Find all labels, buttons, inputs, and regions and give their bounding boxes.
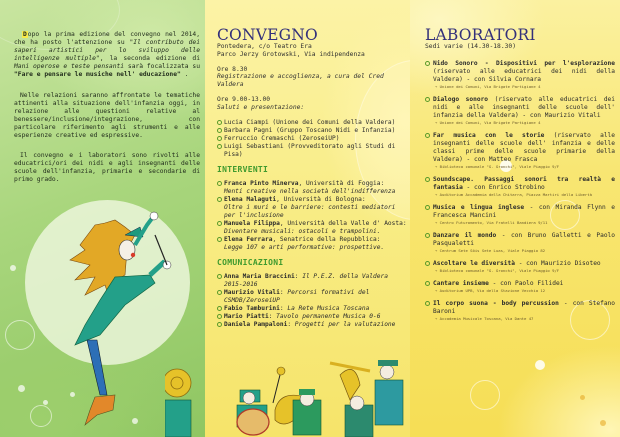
decorative-dot — [580, 395, 585, 400]
list-item: Elena Ferrara, Senatrice della Repubblica: Legge 107 e arti performative: prospettive. — [217, 236, 407, 252]
decorative-dot — [18, 385, 25, 392]
cymbal-player-icon — [165, 369, 191, 437]
bullet-icon — [217, 120, 222, 125]
decorative-circle — [30, 405, 52, 427]
drop-cap: D — [23, 31, 27, 38]
bullet-icon — [217, 136, 222, 141]
list-item: Franca Pinto Minerva, Università di Foggia: Menti creative nella società dell'indifferenza — [217, 180, 407, 196]
saluti-label: Saluti e presentazione: — [217, 103, 305, 111]
bullet-icon — [217, 314, 222, 319]
workshop-item: Cantare insieme - con Paolo Filidei → Auditorium UPB, Via della Stazione Vecchia 12 — [425, 280, 615, 294]
registration-desc: Registrazione e accoglienza, a cura del Cred Valdera — [217, 73, 384, 89]
list-item: Elena Malaguti, Università di Bologna: Oltre i muri e le barriere: contesti mediatori per l'inclusione — [217, 196, 407, 220]
convegno-location: Pontedera, c/o Teatro Era — [217, 43, 312, 50]
decorative-dot — [43, 400, 48, 405]
drummer-icon — [237, 367, 285, 435]
bullet-icon — [425, 233, 430, 238]
bullet-icon — [217, 144, 222, 149]
bullet-icon — [217, 322, 222, 327]
saluti-list — [217, 119, 407, 159]
workshop-venue: → Auditorium Accademia della Chitarra, Piazza Martiri della Libertà — [435, 191, 592, 197]
convegno-address: Parco Jerzy Grotowski, Via indipendenza — [217, 50, 365, 58]
workshop-venue: → Auditorium UPB, Via della Stazione Vecchia 12 — [435, 287, 546, 293]
workshop-venue: → Biblioteca comunale "G. Gronchi", Viale Piaggio 9/F — [435, 267, 560, 273]
bullet-icon — [425, 261, 430, 266]
bullet-icon — [425, 301, 430, 306]
convegno-title: CONVEGNO — [217, 26, 318, 44]
decorative-circle — [470, 380, 500, 410]
bullet-icon — [217, 274, 222, 279]
workshop-venue: → Centro Futuromento, Via Fratelli Bandiera 9/11 — [435, 219, 548, 225]
marching-band-illustration — [165, 355, 410, 437]
bullet-icon — [425, 61, 430, 66]
workshop-item: Dialogo sonoro (riservato alle educatrici dei nidi e alle insegnanti delle scuole dell' infanzia della Valdera) - con Maurizio Vitali → Unione dei Comuni, Via Brigate Partigiane 4 — [425, 96, 615, 126]
bullet-icon — [425, 205, 430, 210]
bullet-icon — [217, 181, 222, 186]
list-item: Mario Piatti: Tavolo permanente Musica 0-6 — [217, 313, 407, 321]
list-item: Daniela Pampaloni: Progetti per la valutazione — [217, 321, 407, 329]
comunicazioni-heading: COMUNICAZIONI — [217, 257, 284, 267]
workshop-venue: → Unione dei Comuni, Via Brigate Partigiane 4 — [435, 83, 541, 89]
workshop-item: Il corpo suona - body percussion - con Stefano Baroni → Accademia Musicale Toscana, Via Dante 47 — [425, 300, 615, 322]
time-morning: Ore 9.00-13.00 — [217, 95, 271, 103]
workshop-venue: → Accademia Musicale Toscana, Via Dante 47 — [435, 315, 534, 321]
decorative-dot — [10, 265, 16, 271]
list-item: Luigi Sebastiani (Provveditorato agli Studi di Pisa) — [217, 143, 407, 159]
bullet-icon — [217, 128, 222, 133]
tuba-player-icon — [275, 389, 321, 435]
decorative-dot — [600, 420, 606, 426]
bullet-icon — [217, 221, 222, 226]
workshop-item: Far musica con le storie (riservato alle insegnanti delle scuole dell' infanzia e delle classi prime delle scuole primarie della Valdera) - con Matteo Frasca → Biblioteca comunale "G. Gronchi", Viale Piaggio 9/F — [425, 132, 615, 170]
workshop-item: Soundscape. Passaggi sonori tra realtà e fantasia - con Enrico Strobino → Auditorium Accademia della Chitarra, Piazza Martiri della Libertà — [425, 176, 615, 198]
laboratori-subtitle: Sedi varie (14.30-18.30) — [425, 43, 516, 50]
list-item: Fabio Tamburini: La Rete Musica Toscana — [217, 305, 407, 313]
list-item: Ferruccio Cremaschi (ZeroseiUP) — [217, 135, 407, 143]
list-item: Barbara Pagni (Gruppo Toscano Nidi e Infanzia) — [217, 127, 407, 135]
bullet-icon — [425, 133, 430, 138]
horn-player-icon — [340, 369, 373, 437]
workshop-venue: → Biblioteca comunale "G. Gronchi", Viale Piaggio 9/F — [435, 163, 560, 169]
interventi-heading: INTERVENTI — [217, 164, 269, 174]
interventi-list — [217, 180, 407, 252]
intro-text — [14, 31, 200, 197]
laboratori-title: LABORATORI — [425, 26, 536, 44]
workshop-item: Musica e lingua inglese - con Miranda Flynn e Francesca Mancini → Centro Futuromento, Via Fratelli Bandiera 9/11 — [425, 204, 615, 226]
bullet-icon — [217, 197, 222, 202]
list-item: Manuela Filippa, Università della Valle d' Aosta: Diventare musicali: ostacoli e trampolini. — [217, 220, 407, 236]
intro-paragraph-2: Nelle relazioni saranno affrontate le tematiche attinenti alla situazione dell'infanzia oggi, in relazione alle questioni relative al benessere/inclusione/integrazione, con particolare riferimento agli strumenti e alle esperienze creative ed espressive. — [14, 91, 200, 140]
intro-paragraph-1: Dopo la prima edizione del convegno nel 2014, che ha posto l'attenzione su "Il contributo dei saperi artistici per lo sviluppo delle intelligenze multiple", la seconda edizione di Mani operose e teste pensanti sarà focalizzata su "Fare e pensare le musiche nell' educazione" . — [14, 31, 200, 79]
comunicazioni-list — [217, 273, 407, 329]
workshop-item: Ascoltare le diversità - con Maurizio Disoteo → Biblioteca comunale "G. Gronchi", Viale Piaggio 9/F — [425, 260, 615, 274]
bullet-icon — [425, 281, 430, 286]
decorative-circle — [5, 320, 35, 350]
workshop-item: Danzare il mondo - con Bruno Galletti e Paolo Pasqualetti → Centrum Sete Sóis Sete Luas, Viale Piaggio 82 — [425, 232, 615, 254]
decorative-dot — [535, 360, 545, 370]
bullet-icon — [217, 290, 222, 295]
bullet-icon — [425, 97, 430, 102]
bullet-icon — [217, 237, 222, 242]
list-item: Lucia Ciampi (Unione dei Comuni della Valdera) — [217, 119, 407, 127]
workshop-venue: → Unione dei Comuni, Via Brigate Partigiane 4 — [435, 119, 541, 125]
list-item: Anna Maria Braccini: Il P.E.Z. della Valdera 2015-2016 — [217, 273, 407, 289]
workshop-item: Nido Sonoro - Dispositivi per l'esplorazione (riservato alle educatrici dei nidi della Valdera) - con Silvia Cornara → Unione dei Comuni, Via Brigate Partigiane 4 — [425, 60, 615, 90]
bullet-icon — [217, 306, 222, 311]
time-registration: Ore 8.30 — [217, 65, 248, 73]
list-item: Maurizio Vitali: Percorsi formativi del CSMDB/ZeroseiUP — [217, 289, 407, 305]
intro-paragraph-3: Il convegno e i laboratori sono rivolti alle educatrici/ori dei nidi e agli insegnanti delle scuole dell'infanzia, primarie e secondarie di primo grado. — [14, 152, 200, 184]
workshop-venue: → Centrum Sete Sóis Sete Luas, Viale Piaggio 82 — [435, 247, 546, 253]
bullet-icon — [425, 177, 430, 182]
laboratori-panel — [410, 0, 620, 437]
